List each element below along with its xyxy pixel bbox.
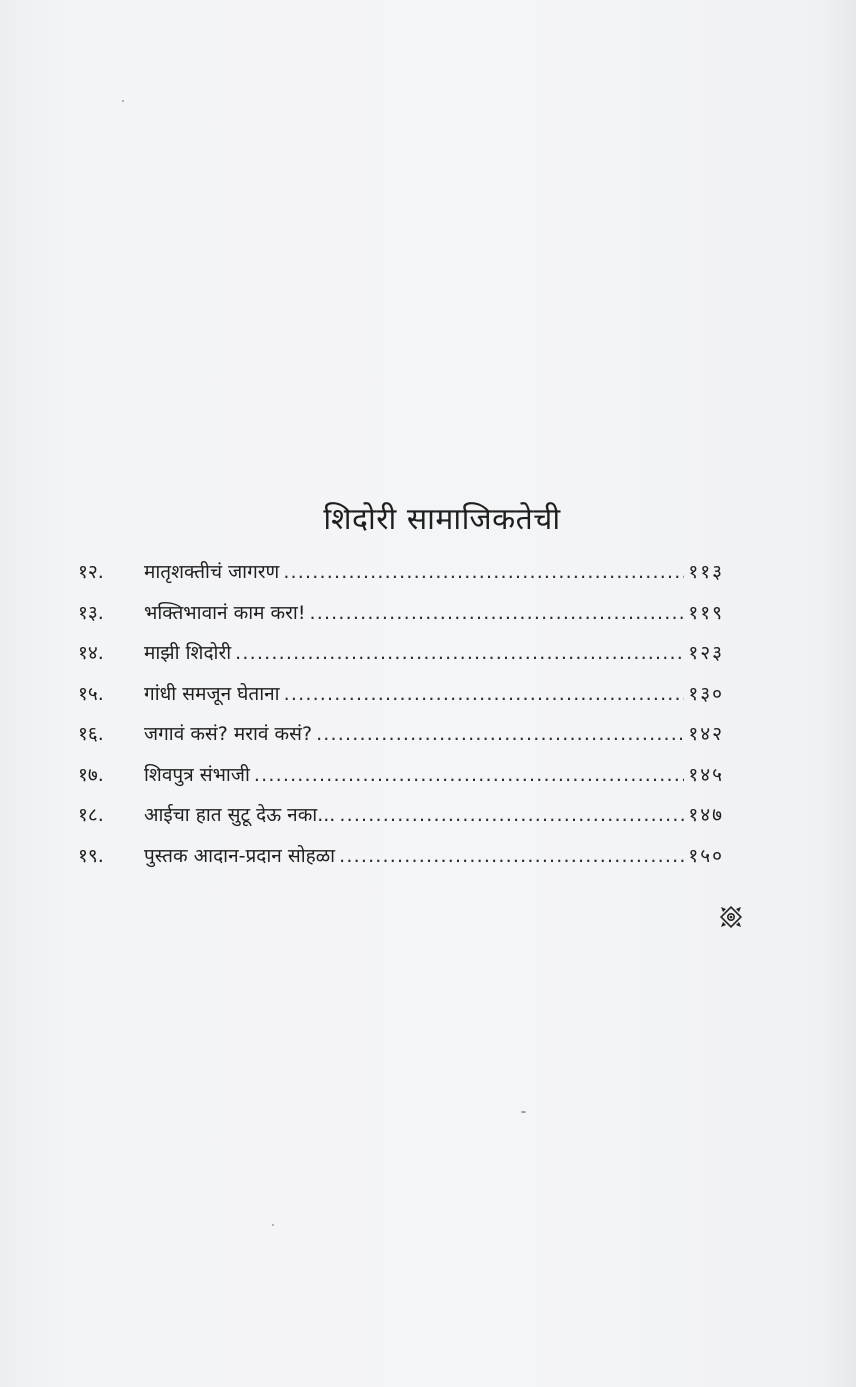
toc-entry-number: १३. <box>78 601 104 624</box>
dot-leader <box>309 602 684 624</box>
toc-entry <box>78 720 724 761</box>
toc-entry-number: १७. <box>78 763 104 786</box>
toc-entry-title: माझी शिदोरी <box>144 642 232 664</box>
toc-entry-number: १९. <box>78 844 104 867</box>
dot-leader <box>235 642 684 664</box>
toc-entry-page: ११९ <box>688 601 724 624</box>
toc-entry-number: १५. <box>78 682 104 705</box>
toc-entry <box>78 801 724 842</box>
dot-leader <box>254 764 684 786</box>
toc-entry-title: जगावं कसं? मरावं कसं? <box>144 723 313 745</box>
toc-entry-page: ११३ <box>688 561 724 583</box>
toc-entry <box>78 842 724 883</box>
floral-ornament-icon <box>720 906 742 928</box>
toc-entry-number: १४. <box>78 642 104 664</box>
toc-entry-page: १५० <box>688 844 724 867</box>
toc-entry-title: शिवपुत्र संभाजी <box>144 763 250 786</box>
paper-speck <box>122 100 124 102</box>
toc-entry-title: पुस्तक आदान-प्रदान सोहळा <box>144 844 336 867</box>
toc-entry-number: १८. <box>78 804 104 826</box>
toc-entry-title: मातृशक्तीचं जागरण <box>144 561 280 583</box>
toc-entry-title: गांधी समजून घेताना <box>144 682 280 705</box>
dot-leader <box>316 723 684 745</box>
toc-entry-page: १४५ <box>688 763 724 786</box>
toc-entry <box>78 761 724 802</box>
toc-entry <box>78 639 724 680</box>
section-title: शिदोरी सामाजिकतेची <box>323 502 561 537</box>
toc-entry-number: १६. <box>78 723 104 745</box>
paper-speck <box>272 1224 274 1226</box>
toc-entry-page: १३० <box>688 682 724 705</box>
dot-leader <box>284 683 685 705</box>
table-of-contents <box>78 558 724 882</box>
dot-leader <box>339 845 684 867</box>
toc-entry-title: भक्तिभावानं काम करा! <box>144 601 306 624</box>
dot-leader <box>283 561 684 583</box>
toc-entry <box>78 680 724 721</box>
toc-entry-page: १२३ <box>688 642 724 664</box>
dot-leader <box>339 804 684 826</box>
toc-entry-title: आईचा हात सुटू देऊ नका... <box>144 804 336 826</box>
toc-entry-number: १२. <box>78 561 104 583</box>
toc-entry-page: १४७ <box>688 804 724 826</box>
toc-entry <box>78 558 724 599</box>
paper-speck <box>521 1111 526 1113</box>
toc-entry-page: १४२ <box>688 723 724 745</box>
toc-entry <box>78 599 724 640</box>
